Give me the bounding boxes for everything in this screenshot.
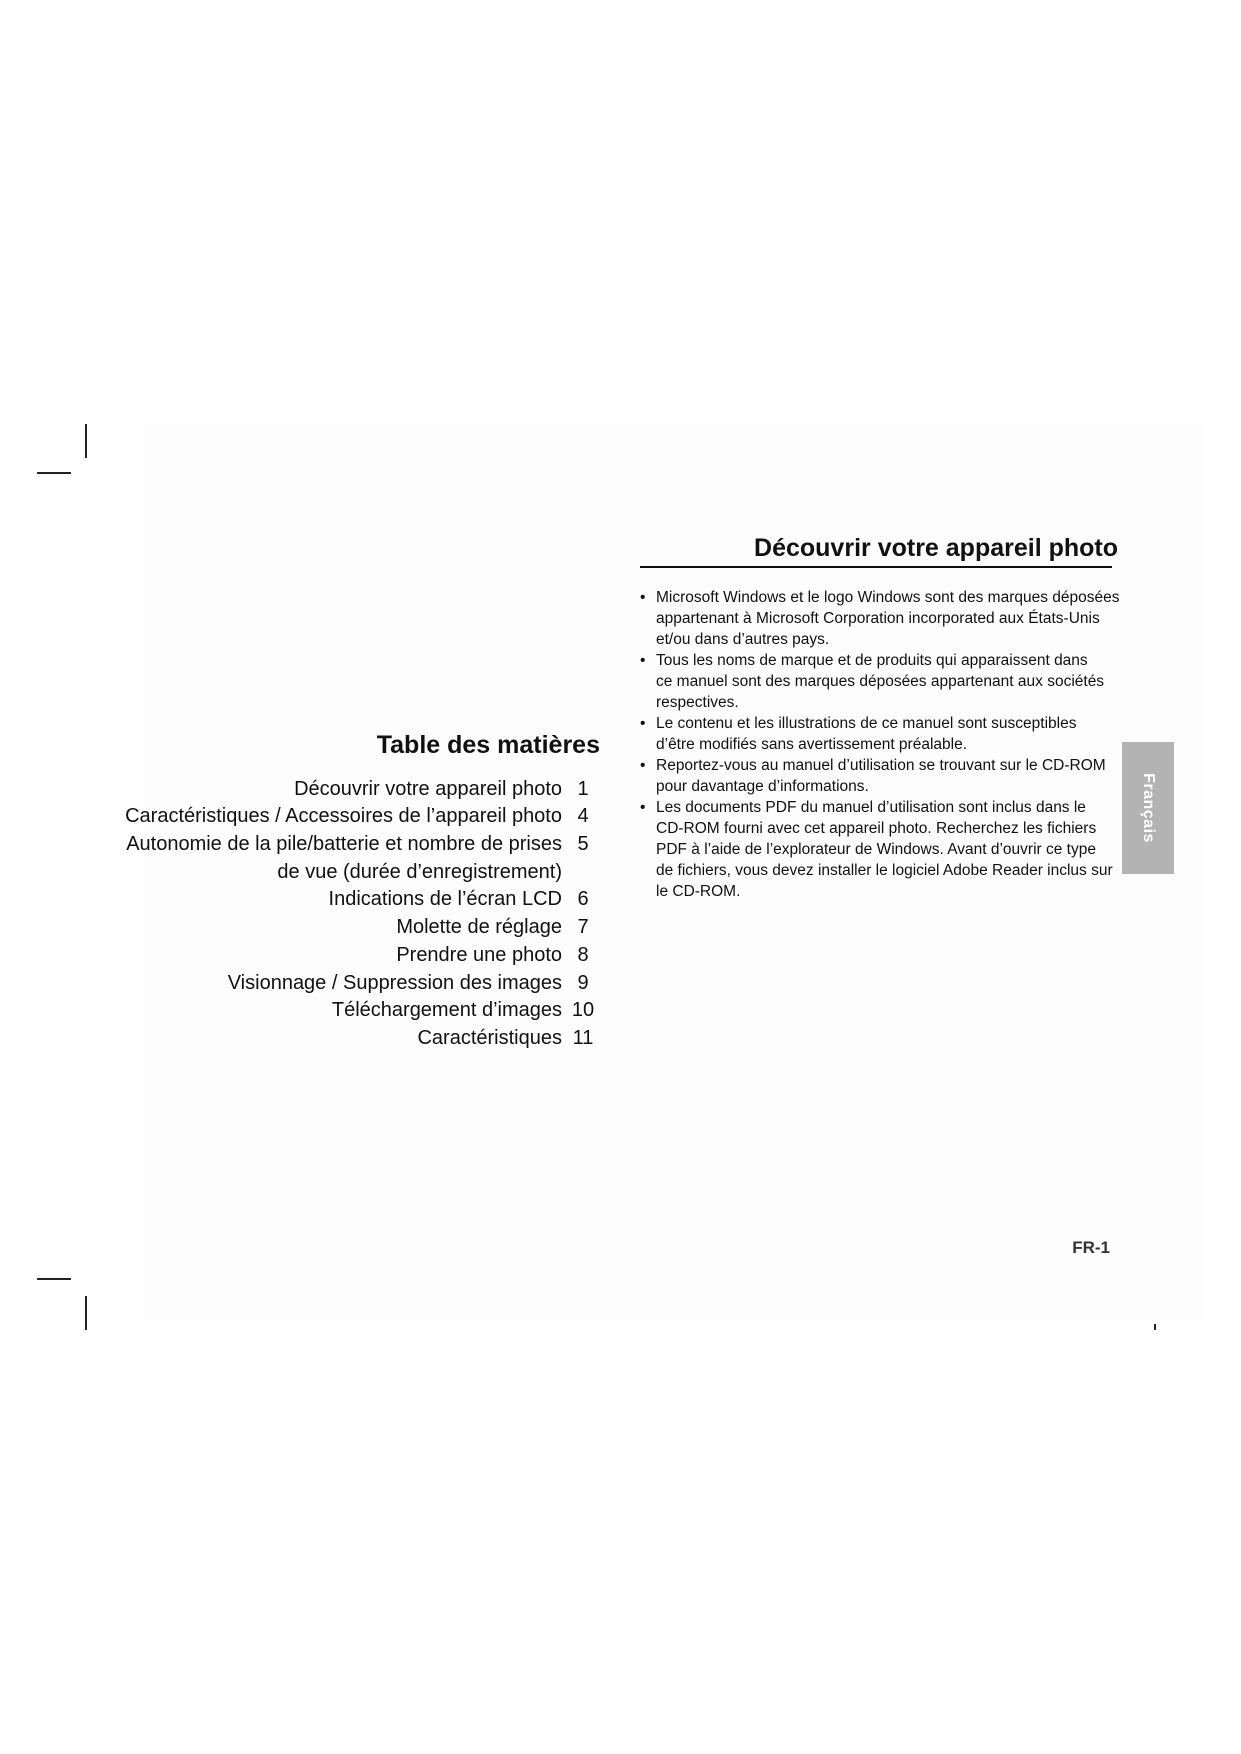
bullet-dot-icon: • xyxy=(640,757,646,774)
section-title-rule xyxy=(640,566,1112,568)
toc-entry xyxy=(140,1027,598,1055)
toc-entry-label: Autonomie de la pile/batterie et nombre de prises xyxy=(126,833,562,855)
toc-entry-page: 6 xyxy=(577,888,589,910)
toc-entry xyxy=(126,833,598,861)
toc-entry-label: Prendre une photo xyxy=(396,944,562,966)
page-number: FR-1 xyxy=(1072,1238,1110,1257)
language-tab-label: Français xyxy=(1140,773,1157,843)
bullet-text-line: respectives. xyxy=(656,694,739,711)
crop-mark xyxy=(85,424,87,458)
toc-entry-page: 4 xyxy=(577,805,589,827)
bullet-dot-icon: • xyxy=(640,799,646,816)
toc-entry-label: Découvrir votre appareil photo xyxy=(294,778,562,800)
toc-entry-page: 7 xyxy=(577,916,589,938)
bullet-dot-icon: • xyxy=(640,589,646,606)
toc-entry-page: 8 xyxy=(577,944,589,966)
toc-title: Table des matières xyxy=(376,731,600,759)
bullet-text-line: Les documents PDF du manuel d’utilisation sont inclus dans le xyxy=(656,799,1086,816)
bullet-text-line: Le contenu et les illustrations de ce manuel sont susceptibles xyxy=(656,715,1077,732)
bullet-text-line: de fichiers, vous devez installer le logiciel Adobe Reader inclus sur xyxy=(656,862,1113,879)
toc-entry xyxy=(140,972,598,1000)
section-title: Découvrir votre appareil photo xyxy=(754,534,1118,562)
bullet-text-line: CD-ROM fourni avec cet appareil photo. Recherchez les fichiers xyxy=(656,820,1097,837)
toc-entry-label: de vue (durée d’enregistrement) xyxy=(277,861,562,883)
toc-entry-page: 1 xyxy=(577,778,589,800)
crop-mark xyxy=(85,1296,87,1330)
toc-entry xyxy=(140,888,598,916)
bullet-text-line: appartenant à Microsoft Corporation incorporated aux États-Unis xyxy=(656,610,1100,627)
bullet-text-line: PDF à l’aide de l’explorateur de Windows. Avant d’ouvrir ce type xyxy=(656,841,1096,858)
toc-entry xyxy=(140,916,598,944)
toc-entry-label: Caractéristiques xyxy=(417,1027,562,1049)
bullet-text-line: ce manuel sont des marques déposées appartenant aux sociétés xyxy=(656,673,1105,690)
bullet-dot-icon: • xyxy=(640,715,646,732)
toc-entry xyxy=(140,861,598,889)
bullet-text-line: Tous les noms de marque et de produits qui apparaissent dans xyxy=(656,652,1088,669)
toc-entry-label: Caractéristiques / Accessoires de l’appareil photo xyxy=(125,805,562,827)
toc-entry-label: Visionnage / Suppression des images xyxy=(227,972,562,994)
toc-entry-label: Téléchargement d’images xyxy=(331,999,562,1021)
toc-entry-page: 11 xyxy=(572,1027,594,1049)
bullet-item xyxy=(640,755,1120,797)
toc-entry-page: 9 xyxy=(577,972,589,994)
bullet-text-line: le CD-ROM. xyxy=(656,883,741,900)
bullet-list xyxy=(640,587,1120,902)
language-tab xyxy=(1122,742,1174,874)
bullet-item xyxy=(640,713,1120,755)
bullet-text-line: pour davantage d’informations. xyxy=(656,778,869,795)
crop-mark xyxy=(37,472,71,474)
bullet-item xyxy=(640,650,1120,713)
bullet-text-line: Microsoft Windows et le logo Windows sont des marques déposées xyxy=(656,589,1120,606)
toc-entry-page: 10 xyxy=(571,999,595,1021)
toc-entry xyxy=(125,805,598,833)
bullet-text-line: d’être modifiés sans avertissement préalable. xyxy=(656,736,968,753)
toc-entry-label: Molette de réglage xyxy=(396,916,562,938)
bullet-text-line: Reportez-vous au manuel d’utilisation se trouvant sur le CD-ROM xyxy=(656,757,1106,774)
toc-entry-page: 5 xyxy=(577,833,589,855)
toc-entry-label: Indications de l’écran LCD xyxy=(328,888,562,910)
bullet-text-line: et/ou dans d’autres pays. xyxy=(656,631,830,648)
crop-mark xyxy=(37,1278,71,1280)
toc-entry xyxy=(140,999,598,1027)
toc-entry xyxy=(140,944,598,972)
bullet-item xyxy=(640,797,1120,902)
toc-entry xyxy=(140,778,598,806)
bullet-dot-icon: • xyxy=(640,652,646,669)
bullet-item xyxy=(640,587,1120,650)
